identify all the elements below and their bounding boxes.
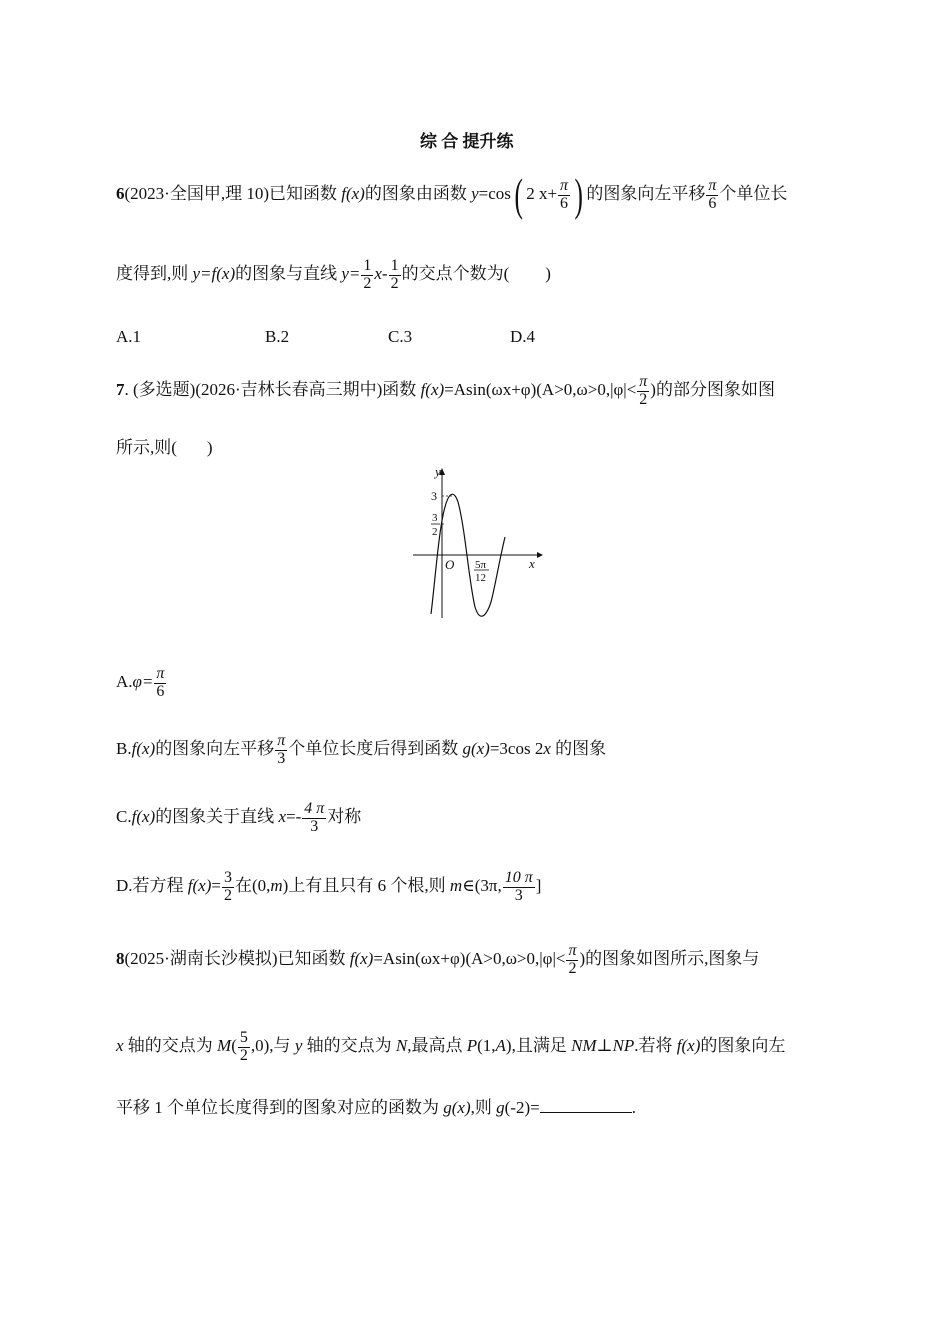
- q7-option-c: C.f(x)的图象关于直线 x=- $\frac{4 \pi}{3}$ 对称: [116, 800, 362, 835]
- tick-label-3: 3: [431, 489, 437, 503]
- sine-graph-figure: [405, 462, 545, 622]
- tick-label-5pi-num: 5π: [475, 559, 487, 571]
- fraction-pi-over-6-shift: $\frac{\pi}{6}$: [708, 176, 717, 212]
- fraction-one-half-2: $\frac{1}{2}$: [390, 257, 399, 292]
- question-7-line-1: 7. (多选题)(2026·吉林长春高三期中)函数 f(x)=Asin(ωx+φ)(A>0,ω>0,|φ|< $\frac{\pi}{2}$ )的部分图象如图: [116, 373, 775, 408]
- question-7-line-2: 所示,则( ): [116, 438, 213, 457]
- question-6-line-2: 度得到,则 y=f(x)的图象与直线 y= $\frac{1}{2}$ x- $\frac{1}{2}$ 的交点个数为( ): [116, 257, 551, 292]
- question-8-line-1: 8(2025·湖南长沙模拟)已知函数 f(x)=Asin(ωx+φ)(A>0,ω>0,|φ|< $\frac{\pi}{2}$ )的图象如图所示,图象与: [116, 942, 760, 977]
- fraction-one-half: $\frac{1}{2}$: [363, 257, 372, 292]
- question-8-line-3: 平移 1 个单位长度得到的图象对应的函数为 g(x),则 g(-2)= .: [116, 1098, 636, 1117]
- question-8-number: 8: [116, 949, 125, 969]
- x-axis-label: x: [529, 556, 535, 571]
- q6-option-b: B.2: [265, 327, 290, 346]
- question-6-line-1: 6(2023·全国甲,理 10)已知函数 f(x)的图象由函数 y=cos( 2 x+ $\frac{\pi}{6}$ ) 的图象向左平移 $\frac{\pi}{6}$ 个单位长: [116, 169, 788, 220]
- answer-blank[interactable]: [540, 1098, 632, 1113]
- question-7-number: 7: [116, 380, 125, 400]
- x-axis-arrow-icon: [537, 552, 543, 558]
- tick-label-3-over-2-num: 3: [432, 512, 438, 524]
- tick-label-5pi-den: 12: [475, 572, 486, 584]
- question-8-line-2: x 轴的交点为 M( $\frac{5}{2}$ ,0),与 y 轴的交点为 N,最高点 P(1,A),且满足 NM⊥NP.若将 f(x)的图象向左: [116, 1029, 786, 1064]
- origin-label: O: [445, 557, 455, 572]
- tick-label-3-over-2-den: 2: [432, 526, 438, 538]
- q6-source: (2023·全国甲,理 10): [124, 183, 269, 203]
- q6-option-c: C.3: [388, 327, 413, 346]
- y-axis-label: y: [435, 464, 441, 479]
- q6-option-a: A.1: [116, 327, 142, 346]
- section-title: 综 合 提升练: [420, 132, 514, 151]
- q6-option-d: D.4: [510, 327, 536, 346]
- q7-option-a: A.φ= $\frac{\pi}{6}$: [116, 665, 165, 700]
- q7-option-b: B.f(x)的图象向左平移 $\frac{\pi}{3}$ 个单位长度后得到函数 g(x)=3cos 2x 的图象: [116, 732, 607, 767]
- question-6-number: 6: [116, 183, 125, 203]
- fraction-pi-over-2: $\frac{\pi}{2}$: [639, 373, 648, 408]
- q7-option-d: D.若方程 f(x)= $\frac{3}{2}$ 在(0,m)上有且只有 6 个根,则 m∈(3π, $\frac{10 \pi}{3}$ ]: [116, 869, 542, 904]
- fraction-pi-over-6: $\frac{\pi}{6}$: [560, 176, 569, 212]
